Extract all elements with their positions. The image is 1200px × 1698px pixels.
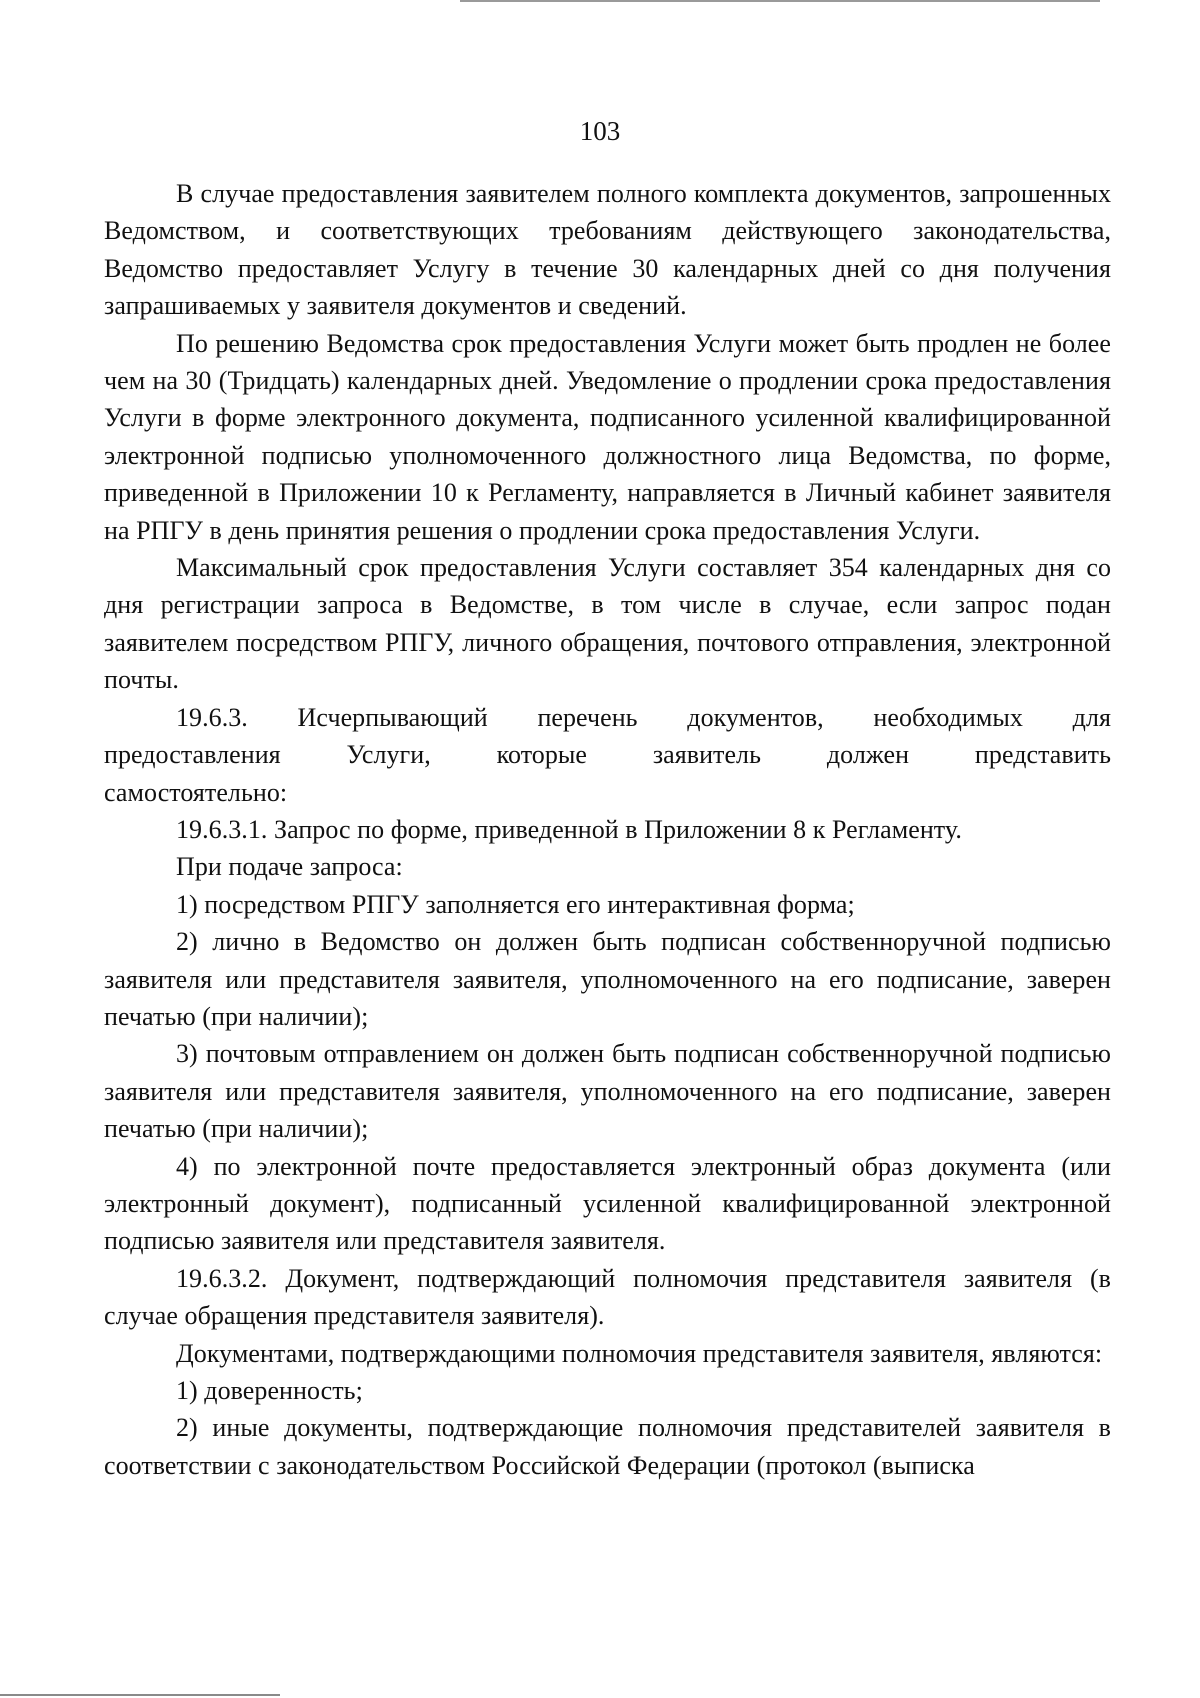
document-body xyxy=(104,175,1111,1484)
paragraph-section-19-6-3-2: 19.6.3.2. Документ, подтверждающий полномочия представителя заявителя (в случае обращения представителя заявителя). xyxy=(104,1263,1111,1331)
paragraph-authority-documents: Документами, подтверждающими полномочия представителя заявителя, являются: xyxy=(176,1338,1103,1368)
paragraph-section-19-6-3-1: 19.6.3.1. Запрос по форме, приведенной в Приложении 8 к Регламенту. xyxy=(176,814,962,844)
scan-edge-line-top xyxy=(460,0,1100,2)
page-number: 103 xyxy=(579,116,621,146)
list-item-2-other-documents: 2) иные документы, подтверждающие полномочия представителей заявителя в соответствии с законодательством Российской Федерации (протокол (выписка xyxy=(104,1413,1111,1480)
scan-edge-line-bottom xyxy=(0,1694,280,1696)
paragraph-request-submission: При подаче запроса: xyxy=(176,852,403,882)
paragraph-service-term: В случае предоставления заявителем полного комплекта документов, запрошенных Ведомством, и соответствующих требованиям действующего законодательства, Ведомство предоставляет Услугу в течение 30 календарных дней со дня получения запрашиваемых у заявителя документов и сведений. xyxy=(104,179,1111,321)
list-item-1-rpgu: 1) посредством РПГУ заполняется его интерактивная форма; xyxy=(176,889,855,919)
paragraph-term-extension: По решению Ведомства срок предоставления Услуги может быть продлен не более чем на 30 (Тридцать) календарных дней. Уведомление о продлении срока предоставления Услуги в форме электронного документа, подписанного усиленной квалифицированной электронной подписью уполномоченного должностного лица Ведомства, по форме, приведенной в Приложении 10 к Регламенту, направляется в Личный кабинет заявителя на РПГУ в день принятия решения о продлении срока предоставления Услуги. xyxy=(104,328,1111,545)
list-item-1-power-of-attorney: 1) доверенность; xyxy=(176,1376,363,1405)
paragraph-max-term: Максимальный срок предоставления Услуги составляет 354 календарных дня со дня регистрации запроса в Ведомстве, в том числе в случае, если запрос подан заявителем посредством РПГУ, личного обращения, почтового отправления, электронной почты. xyxy=(104,553,1111,695)
paragraph-section-19-6-3: 19.6.3. Исчерпывающий перечень документов, необходимых для предоставления Услуги, которые заявитель должен представить самостоятельно: xyxy=(104,702,1111,807)
list-item-3-postal: 3) почтовым отправлением он должен быть подписан собственноручной подписью заявителя или представителя заявителя, уполномоченного на его подписание, заверен печатью (при наличии); xyxy=(104,1039,1111,1144)
list-item-4-email: 4) по электронной почте предоставляется электронный образ документа (или электронный документ), подписанный усиленной квалифицированной электронной подписью заявителя или представителя заявителя. xyxy=(104,1151,1111,1256)
list-item-2-in-person: 2) лично в Ведомство он должен быть подписан собственноручной подписью заявителя или представителя заявителя, уполномоченного на его подписание, заверен печатью (при наличии); xyxy=(104,927,1111,1031)
